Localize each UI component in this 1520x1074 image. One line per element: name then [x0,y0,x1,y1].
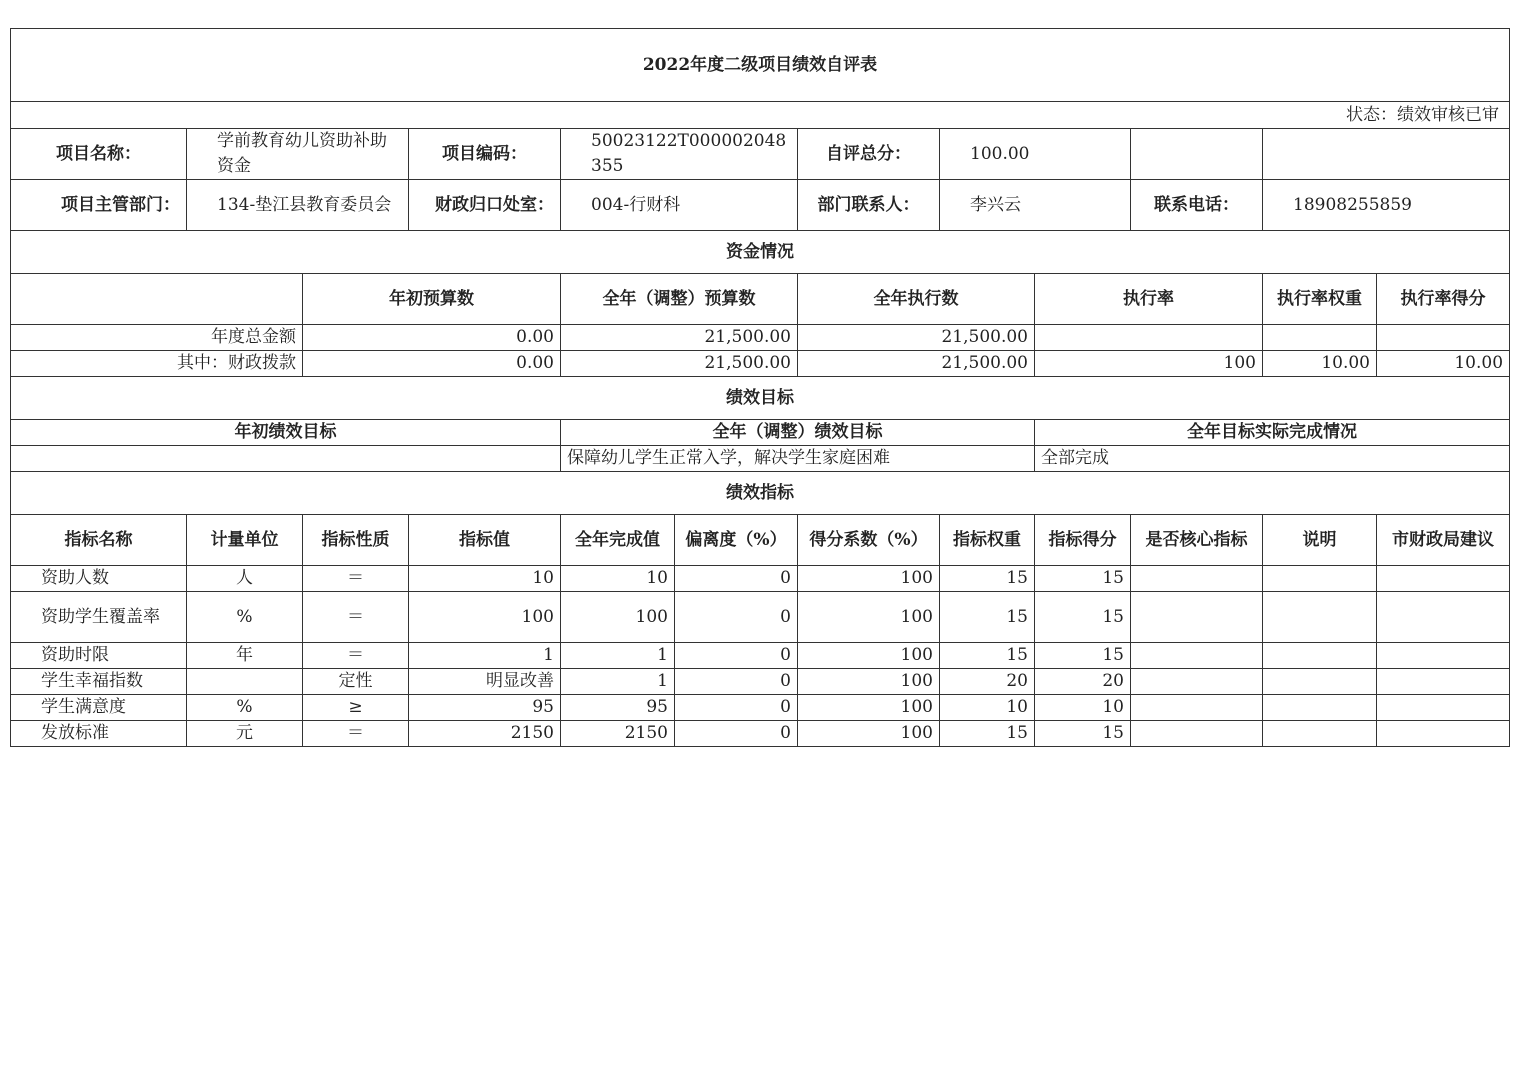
indicator-deviation: 0 [675,566,798,592]
indicator-header: 指标得分 [1035,515,1131,566]
indicator-coefficient: 100 [798,695,940,721]
indicator-actual: 95 [561,695,675,721]
funds-corner-cell [11,274,303,325]
indicator-coefficient: 100 [798,643,940,669]
table-row [11,592,1510,643]
section-goals-title: 绩效目标 [11,377,1510,420]
indicator-unit: 元 [187,721,303,747]
indicator-unit [187,669,303,695]
funds-header: 全年执行数 [798,274,1035,325]
total-score-value: 100.00 [940,129,1131,180]
funds-cell: 100 [1035,351,1263,377]
funds-header: 全年（调整）预算数 [561,274,798,325]
indicator-coefficient: 100 [798,721,940,747]
section-funds-title: 资金情况 [11,231,1510,274]
indicator-header: 指标值 [409,515,561,566]
indicator-weight: 15 [940,643,1035,669]
funds-row-label: 其中：财政拨款 [11,351,303,377]
indicator-unit: 人 [187,566,303,592]
indicator-unit: 年 [187,643,303,669]
goals-header: 年初绩效目标 [11,420,561,446]
table-row [11,351,1510,377]
indicator-core [1131,566,1263,592]
funds-cell: 10.00 [1263,351,1377,377]
table-row [11,669,1510,695]
table-row [11,643,1510,669]
indicator-actual: 1 [561,643,675,669]
section-indicators-title: 绩效指标 [11,472,1510,515]
indicator-suggestion [1377,643,1510,669]
indicator-deviation: 0 [675,721,798,747]
indicator-weight: 15 [940,592,1035,643]
indicator-note [1263,669,1377,695]
dept-value: 134-垫江县教育委员会 [187,180,409,231]
funds-cell: 10.00 [1377,351,1510,377]
indicator-coefficient: 100 [798,566,940,592]
indicator-core [1131,643,1263,669]
indicator-nature: 定性 [303,669,409,695]
indicator-core [1131,592,1263,643]
indicator-score: 15 [1035,566,1131,592]
indicator-weight: 10 [940,695,1035,721]
indicator-actual: 100 [561,592,675,643]
indicator-note [1263,695,1377,721]
page-title: 2022年度二级项目绩效自评表 [11,29,1510,102]
indicator-value: 95 [409,695,561,721]
indicator-name: 资助人数 [11,566,187,592]
table-row [11,566,1510,592]
indicator-unit: % [187,695,303,721]
project-name-value: 学前教育幼儿资助补助资金 [187,129,409,180]
indicator-score: 20 [1035,669,1131,695]
funds-cell: 0.00 [303,351,561,377]
funds-cell: 21,500.00 [798,325,1035,351]
indicator-header: 市财政局建议 [1377,515,1510,566]
indicator-deviation: 0 [675,592,798,643]
indicator-coefficient: 100 [798,592,940,643]
indicator-nature: ＝ [303,721,409,747]
indicator-deviation: 0 [675,643,798,669]
total-score-label: 自评总分： [798,129,940,180]
project-name-label: 项目名称： [11,129,187,180]
funds-row-label: 年度总金额 [11,325,303,351]
table-row [11,721,1510,747]
indicator-note [1263,721,1377,747]
indicator-suggestion [1377,566,1510,592]
indicator-name: 学生幸福指数 [11,669,187,695]
indicator-header: 指标权重 [940,515,1035,566]
indicator-header: 得分系数（%） [798,515,940,566]
funds-cell [1263,325,1377,351]
indicator-weight: 20 [940,669,1035,695]
dept-label: 项目主管部门： [11,180,187,231]
indicator-header: 偏离度（%） [675,515,798,566]
indicator-value: 10 [409,566,561,592]
indicator-value: 100 [409,592,561,643]
indicator-suggestion [1377,669,1510,695]
indicator-score: 15 [1035,643,1131,669]
funds-header: 执行率权重 [1263,274,1377,325]
indicator-deviation: 0 [675,695,798,721]
indicator-value: 2150 [409,721,561,747]
table-row [11,446,1510,472]
indicator-suggestion [1377,695,1510,721]
empty-cell [1263,129,1510,180]
goals-cell: 全部完成 [1035,446,1510,472]
indicator-name: 资助学生覆盖率 [11,592,187,643]
indicator-core [1131,721,1263,747]
goals-header: 全年目标实际完成情况 [1035,420,1510,446]
indicator-coefficient: 100 [798,669,940,695]
funds-cell [1377,325,1510,351]
indicator-weight: 15 [940,721,1035,747]
funds-cell: 21,500.00 [798,351,1035,377]
empty-cell [1131,129,1263,180]
indicator-nature: ＝ [303,592,409,643]
indicator-nature: ≥ [303,695,409,721]
table-row [11,325,1510,351]
phone-label: 联系电话： [1131,180,1263,231]
finance-value: 004-行财科 [561,180,798,231]
indicator-suggestion [1377,721,1510,747]
indicator-actual: 10 [561,566,675,592]
finance-label: 财政归口处室： [409,180,561,231]
evaluation-sheet [10,28,1509,747]
indicator-nature: ＝ [303,643,409,669]
indicator-header: 说明 [1263,515,1377,566]
goals-cell: 保障幼儿学生正常入学，解决学生家庭困难 [561,446,1035,472]
indicator-suggestion [1377,592,1510,643]
funds-cell [1035,325,1263,351]
indicator-note [1263,592,1377,643]
indicator-core [1131,695,1263,721]
table-row [11,695,1510,721]
indicator-header: 指标名称 [11,515,187,566]
funds-cell: 21,500.00 [561,325,798,351]
contact-label: 部门联系人： [798,180,940,231]
indicator-note [1263,566,1377,592]
goals-cell [11,446,561,472]
indicator-name: 发放标准 [11,721,187,747]
funds-cell: 0.00 [303,325,561,351]
project-code-label: 项目编码： [409,129,561,180]
indicator-weight: 15 [940,566,1035,592]
evaluation-table [10,28,1510,747]
indicator-name: 学生满意度 [11,695,187,721]
goals-header: 全年（调整）绩效目标 [561,420,1035,446]
contact-value: 李兴云 [940,180,1131,231]
indicator-score: 10 [1035,695,1131,721]
indicator-actual: 2150 [561,721,675,747]
project-code-value: 50023122T000002048355 [561,129,798,180]
indicator-deviation: 0 [675,669,798,695]
indicator-actual: 1 [561,669,675,695]
funds-header: 执行率得分 [1377,274,1510,325]
indicator-score: 15 [1035,592,1131,643]
funds-header: 年初预算数 [303,274,561,325]
phone-value: 18908255859 [1263,180,1510,231]
indicator-header: 是否核心指标 [1131,515,1263,566]
indicator-unit: % [187,592,303,643]
indicator-value: 1 [409,643,561,669]
indicator-score: 15 [1035,721,1131,747]
funds-header: 执行率 [1035,274,1263,325]
indicator-nature: ＝ [303,566,409,592]
indicator-name: 资助时限 [11,643,187,669]
funds-cell: 21,500.00 [561,351,798,377]
indicator-core [1131,669,1263,695]
indicator-header: 全年完成值 [561,515,675,566]
status-badge: 状态：绩效审核已审 [11,102,1510,129]
indicator-note [1263,643,1377,669]
indicator-header: 指标性质 [303,515,409,566]
indicator-header: 计量单位 [187,515,303,566]
indicator-value: 明显改善 [409,669,561,695]
indicator-rows [11,566,1510,747]
